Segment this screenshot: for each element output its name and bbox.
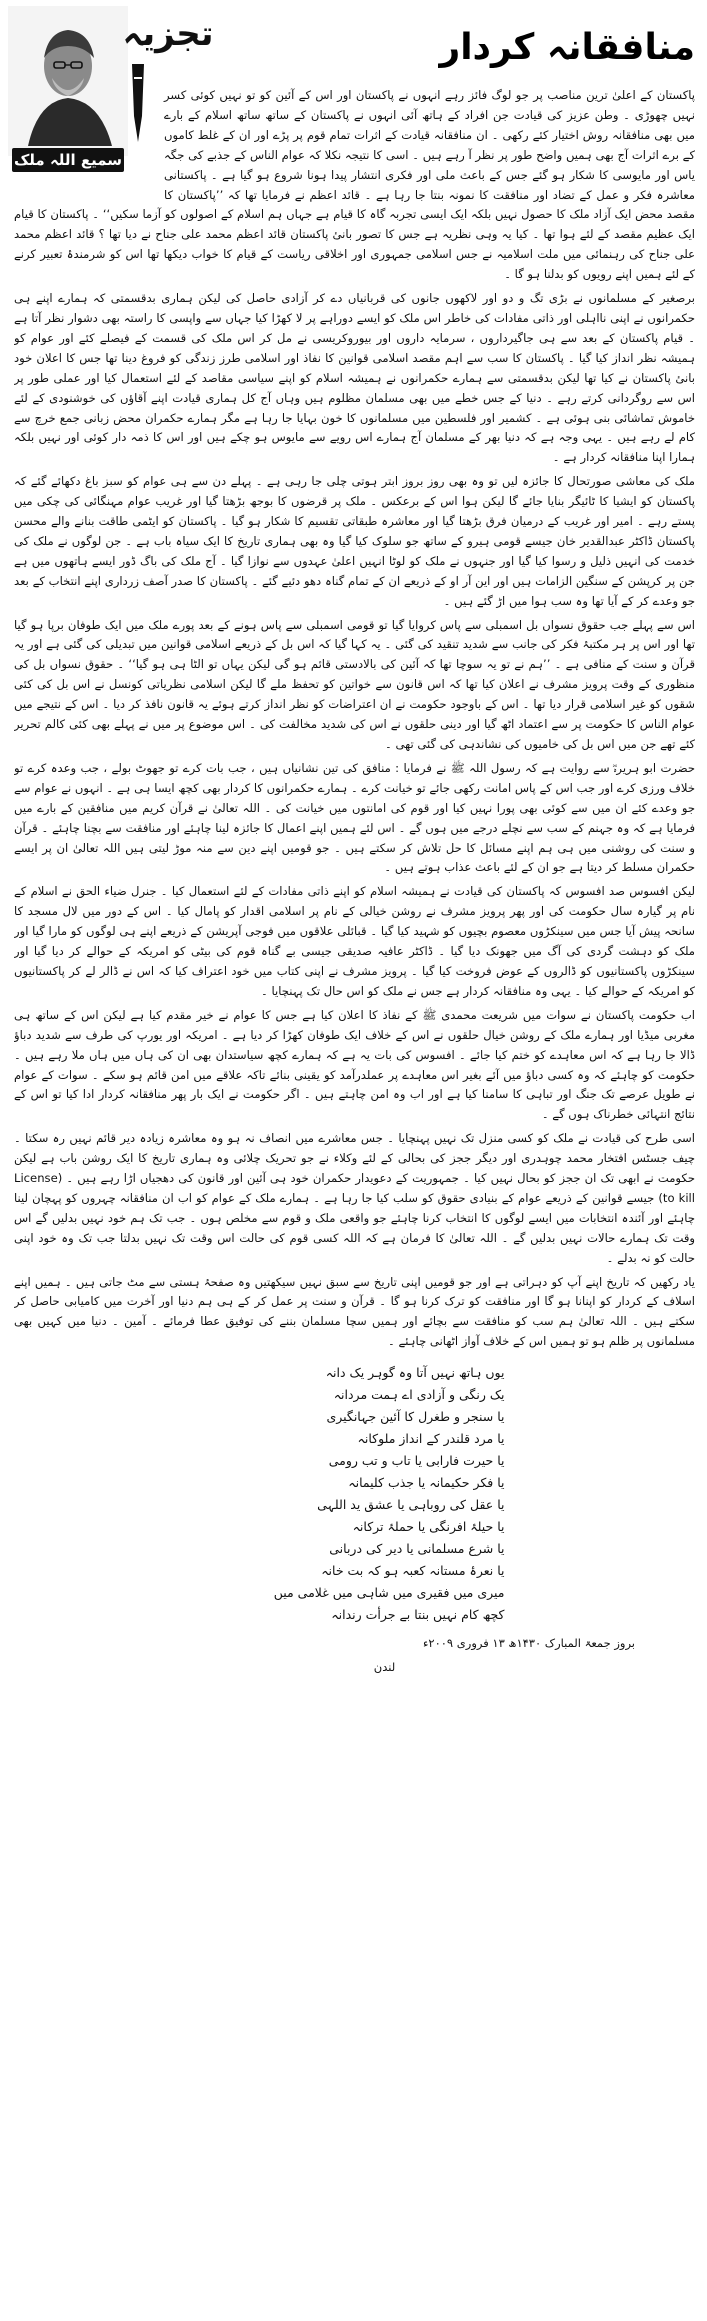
dateline: بروز جمعۃ المبارک ۱۴۳۰ھ ۱۳ فروری ۲۰۰۹ء [422, 1636, 635, 1651]
poem-line: یوں ہاتھ نہیں آتا وہ گوہر یک دانہ [325, 1365, 505, 1381]
poem-line: یا فکر حکیمانہ یا جذب کلیمانہ [348, 1475, 505, 1491]
poem-line: یا مرد قلندر کے انداز ملوکانہ [357, 1431, 505, 1447]
paragraph: ملک کی معاشی صورتحال کا جائزہ لیں تو وہ بھی روز بروز ابتر ہوتی چلی جا رہی ہے ۔ پہلے دن سے ہی عوام کو سبز باغ دکھائے گئے کہ پاکستان کو ایشیا کا ٹائیگر بنایا جائے گا لیکن ہوا اس کے برعکس ۔ ملک پر قرضوں کا بوجھ بڑھتا گیا اور غریب عوام مہنگائی کی چکی میں پستے رہے ۔ امیر اور غریب کے درمیان فرق بڑھتا گیا اور معاشرہ طبقاتی تقسیم کا شکار ہو گیا ۔ پاکستان کو ایٹمی طاقت بنانے والے محسن پاکستان ڈاکٹر عبدالقدیر خان جیسے قومی ہیرو کے ساتھ جو سلوک کیا گیا وہ بھی ہماری تاریخ کا ایک سیاہ باب ہے ۔ جن لوگوں نے ملک کی خدمت کی انہیں ذلیل و رسوا کیا گیا اور جنہوں نے ملک کو لوٹا انہیں اعلیٰ عہدوں سے نوازا گیا ۔ آج ملک کی باگ ڈور ایسے ہاتھوں میں ہے جن پر کرپشن کے سنگین الزامات ہیں اور این آر او کے ذریعے ان کے تمام گناہ دھو دئیے گئے ۔ پاکستان کا صدر آصف زرداری اپنے انتخاب کے بعد جو وعدے کر کے آیا تھا وہ سب ہوا میں اڑ گئے ہیں ۔ [14, 474, 695, 608]
paragraph: اس سے پہلے جب حقوق نسواں بل اسمبلی سے پاس کروایا گیا تو قومی اسمبلی سے پاس ہونے کے بعد پورے ملک میں ایک طوفان برپا ہو گیا تھا اور اس پر ہر مکتبۂ فکر کی جانب سے شدید تنقید کی گئی ۔ یہ کہا گیا کہ اس بل کے ذریعے اسلامی قوانین میں تبدیلی کی گئی ہے اور یہ قرآن و سنت کے منافی ہے ۔ ’’ہم نے تو یہ سوچا تھا کہ آئین کی بالادستی قائم ہو گی لیکن یہاں تو الٹا ہی ہو گیا‘‘ ۔ حقوق نسواں بل کی منظوری کے وقت پرویز مشرف نے اعلان کیا تھا کہ اس قانون سے خواتین کو تحفظ ملے گا لیکن اسلامی نظریاتی کونسل نے اس بل کی کئی شقوں کو غیر اسلامی قرار دیا تھا ۔ اس کے باوجود حکومت نے ان اعتراضات کو نظر انداز کرتے ہوئے یہ قانون نافذ کر دیا ۔ اس کے نتیجے میں عوام الناس کا حکومت پر سے اعتماد اٹھ گیا اور دینی حلقوں نے اس کی شدید مخالفت کی ۔ اس موضوع پر میں نے پہلے بھی کئی کالم تحریر کئے تھے جن میں اس بل کی خامیوں کی نشاندہی کی گئی تھی ۔ [14, 617, 695, 751]
paragraph: اب حکومت پاکستان نے سوات میں شریعت محمدی ﷺ کے نفاذ کا اعلان کیا ہے جس کا عوام نے خیر مقدم کیا ہے لیکن اس کے ساتھ ہی مغربی میڈیا اور ہمارے ملک کے روشن خیال حلقوں نے اس کے خلاف ایک طوفان کھڑا کر دیا ہے ۔ امریکہ اور یورپ کی طرف سے شدید دباؤ ڈالا جا رہا ہے کہ اس معاہدے کو ختم کیا جائے ۔ افسوس کی بات یہ ہے کہ ہمارے کچھ سیاستدان بھی ان کی ہاں میں ہاں ملا رہے ہیں ۔ حکومت کو چاہئے کہ وہ کسی دباؤ میں آئے بغیر اس معاہدے پر عملدرآمد کو یقینی بنائے تاکہ علاقے میں امن قائم ہو سکے ۔ سوات کے عوام نے طویل عرصے تک جنگ اور تباہی کا سامنا کیا ہے اور اب وہ امن چاہتے ہیں ۔ اگر حکومت نے ایک بار پھر منافقانہ کردار ادا کیا تو اس کے نتائج انتہائی خطرناک ہوں گے ۔ [14, 1007, 695, 1122]
poem-line: یا سنجر و طغرل کا آئین جہانگیری [326, 1409, 505, 1425]
section-logo: تجزیہ [122, 14, 214, 54]
article-body [14, 86, 695, 2256]
paragraph: اسی طرح کی قیادت نے ملک کو کسی منزل تک نہیں پہنچایا ۔ جس معاشرے میں انصاف نہ ہو وہ معاشرہ زیادہ دیر قائم نہیں رہ سکتا ۔ چیف جسٹس افتخار محمد چوہدری اور دیگر ججز کی بحالی کے لئے وکلاء نے جو تحریک چلائی وہ ہماری تاریخ کا ایک روشن باب ہے لیکن حکومت نے ابھی تک ان ججز کو بحال نہیں کیا ۔ جمہوریت کے دعویدار حکمران خود ہی آئین اور قانون کی دھجیاں اڑا رہے ہیں ۔ (License to kill) جیسے قوانین کے ذریعے عوام کے بنیادی حقوق کو سلب کیا جا رہا ہے ۔ ہمارے ملک کے عوام کو اب ان منافقانہ چہروں کو پہچان لینا چاہئے اور آئندہ انتخابات میں ایسے لوگوں کا انتخاب کرنا چاہئے جو واقعی ملک و قوم سے مخلص ہوں ۔ جب تک ہم خود نہیں بدلیں گے اس وقت تک ہمارے حالات نہیں بدلیں گے ۔ اللہ تعالیٰ کا فرمان ہے کہ اللہ کسی قوم کی حالت اس وقت تک نہیں بدلتا جب تک وہ خود اپنی حالت کو نہ بدلے ۔ [14, 1131, 695, 1265]
paragraph: پاکستان کے اعلیٰ ترین مناصب پر جو لوگ فائز رہے انہوں نے پاکستان اور اس کے آئین کو تو نہیں کوئی کسر نہیں چھوڑی ۔ وطن عزیز کی قیادت جن افراد کے ہاتھ آئی انہوں نے پاکستان کے ساتھ ساتھ اسلام کے بارے میں بھی منافقانہ روش اختیار کئے رکھی ۔ ان منافقانہ قیادت کے اثرات تمام قوم پر پڑے اور ان کے غلط کاموں کے برے اثرات آج بھی ہمیں واضح طور پر نظر آ رہے ہیں ۔ اسی کا نتیجہ نکلا کہ عوام الناس کے جذبے کی جگہ یاس اور مایوسی کا شکار ہو گئے جس کے باعث ملی اور فکری انتشار پیدا ہونا شروع ہو گیا ہے ۔ پاکستانی معاشرہ فکر و عمل کے تضاد اور منافقت کا نمونہ بنتا جا رہا ہے ۔ قائد اعظم نے فرمایا تھا کہ ’’پاکستان کا مقصد محض ایک آزاد ملک کا حصول نہیں بلکہ ایک ایسی تجربہ گاہ کا قیام ہے جہاں ہم اسلام کے اصولوں کو آزما سکیں‘‘ ۔ پاکستان کا قیام ایک عظیم مقصد کے لئے ہوا تھا ۔ کیا یہ وہی نظریہ ہے جس کا تصور بانیٔ پاکستان قائد اعظم محمد علی جناح نے دیا تھا ؟ قائد اعظم محمد علی جناح کی رہنمائی میں ملت اسلامیہ نے جس اسلامی جمہوری اور اخلاقی ریاست کے قیام کا خواب دیکھا تھا اس کو شرمندۂ تعبیر کرنے کے لئے ہمیں اپنے رویوں کو بدلنا ہو گا ۔ [14, 88, 695, 282]
poem-line: میری میں فقیری میں شاہی میں غلامی میں [273, 1585, 505, 1601]
poem-line: یا حیرت فارابی یا تاب و تب رومی [328, 1453, 505, 1469]
poem-line: یا شرع مسلمانی یا دیر کی دربانی [329, 1541, 505, 1557]
photo-spacer [14, 86, 164, 186]
page-title: منافقانہ کردار [439, 27, 695, 68]
poem-line: یا عقل کی روباہی یا عشق ید اللہی [317, 1497, 505, 1513]
city: لندن [373, 1660, 396, 1675]
poem-line: یا حیلۂ افرنگی یا حملۂ ترکانہ [352, 1519, 505, 1535]
poem-line: کچھ کام نہیں بنتا بے جرأت رندانہ [331, 1607, 505, 1623]
paragraph: برصغیر کے مسلمانوں نے بڑی تگ و دو اور لاکھوں جانوں کی قربانیاں دے کر آزادی حاصل کی لیکن ہماری بدقسمتی کہ ہمارے اپنے ہی حکمرانوں نے اپنی نااہلی اور ذاتی مفادات کی خاطر اس ملک کو ایسے دوراہے پر لا کھڑا کیا جہاں سے واپسی کا راستہ بھی دشوار نظر آتا ہے ۔ قیام پاکستان کے بعد سے ہی جاگیرداروں ، سرمایہ داروں اور بیوروکریسی نے مل کر اس ملک کی قسمت کے فیصلے کئے اور عوام کو ہمیشہ نظر انداز کیا گیا ۔ پاکستان کا سب سے اہم مقصد اسلامی قوانین کا نفاذ اور اسلامی طرز زندگی کو فروغ دینا تھا جس کا اعلان خود بانیٔ پاکستان نے کیا تھا لیکن بدقسمتی سے ہمارے حکمرانوں نے ہمیشہ اسلام کو اپنے سیاسی مقاصد کے لئے استعمال کیا اور عملی طور پر اس سے روگردانی کرتے رہے ۔ دنیا کے جس خطے میں بھی مسلمان مظلوم ہیں وہاں آج کل ہماری قیادت اپنے آقاؤں کی خوشنودی کے لئے خاموش تماشائی بنی ہوئی ہے ۔ کشمیر اور فلسطین میں مسلمانوں کا خون بہایا جا رہا ہے مگر ہمارے حکمران محض زبانی جمع خرچ سے کام لے رہے ہیں ۔ یہی وجہ ہے کہ دنیا بھر کے مسلمان آج ہمارے اس رویے سے مایوس ہو چکے ہیں اور اس کا ذمہ دار کوئی اور نہیں بلکہ ہمارا اپنا منافقانہ کردار ہے ۔ [14, 291, 695, 465]
author-name: سمیع اللہ ملک [12, 148, 124, 172]
poem-line: یک رنگی و آزادی اے ہمت مردانہ [333, 1387, 505, 1403]
paragraph: حضرت ابو ہریرہؓ سے روایت ہے کہ رسول اللہ ﷺ نے فرمایا : منافق کی تین نشانیاں ہیں ، جب بات کرے تو جھوٹ بولے ، جب وعدہ کرے تو خلاف ورزی کرے اور جب اس کے پاس امانت رکھی جائے تو خیانت کرے ۔ ہمارے حکمرانوں کا کردار بھی کچھ ایسا ہی ہے ۔ انہوں نے عوام سے جو وعدے کئے ان میں سے کوئی بھی پورا نہیں کیا اور قوم کی امانتوں میں خیانت کی ۔ اللہ تعالیٰ نے قرآن کریم میں منافقین کے بارے میں فرمایا ہے کہ وہ جہنم کے سب سے نچلے درجے میں ہوں گے ۔ اس لئے ہمیں اپنے اعمال کا جائزہ لینا چاہئے اور منافقت سے بچنا چاہئے ۔ قرآن و سنت کی روشنی میں ہی ہم اپنے مسائل کا حل تلاش کر سکتے ہیں ۔ جو قومیں اپنے دین سے منہ موڑ لیتی ہیں اللہ تعالیٰ ان پر ایسے حکمران مسلط کر دیتا ہے جو ان کے لئے باعث عذاب ہوتے ہیں ۔ [14, 760, 695, 875]
poem-line: یا نعرۂ مستانہ کعبہ ہو کہ بت خانہ [321, 1563, 505, 1579]
paragraph: لیکن افسوس صد افسوس کہ پاکستان کی قیادت نے ہمیشہ اسلام کو اپنے ذاتی مفادات کے لئے استعمال کیا ۔ جنرل ضیاء الحق نے اسلام کے نام پر گیارہ سال حکومت کی اور پھر پرویز مشرف نے روشن خیالی کے نام پر اسلامی اقدار کو پامال کیا ۔ اس کے دور میں لال مسجد کا سانحہ پیش آیا جس میں سینکڑوں معصوم بچیوں کو شہید کیا گیا ۔ قبائلی علاقوں میں فوجی آپریشن کے ذریعے اپنے ہی لوگوں کو مارا گیا اور ملک کو دہشت گردی کی آگ میں جھونک دیا گیا ۔ ڈاکٹر عافیہ صدیقی جیسی بے گناہ قوم کی بیٹی کو امریکہ کے حوالے کر دیا گیا اور سینکڑوں پاکستانیوں کو ڈالروں کے عوض فروخت کیا گیا ۔ پرویز مشرف نے اپنی کتاب میں خود اعتراف کیا کہ اس نے ڈالر لے کر پاکستانیوں کو امریکہ کے حوالے کیا ۔ یہی وہ منافقانہ کردار ہے جس نے ملک کو اس حال تک پہنچایا ۔ [14, 884, 695, 998]
poem [205, 1362, 505, 1626]
paragraph: یاد رکھیں کہ تاریخ اپنے آپ کو دہراتی ہے اور جو قومیں اپنی تاریخ سے سبق نہیں سیکھتیں وہ صفحۂ ہستی سے مٹ جاتی ہیں ۔ ہمیں اپنے اسلاف کے کردار کو اپنانا ہو گا اور منافقت کو ترک کرنا ہو گا ۔ قرآن و سنت پر عمل کر کے ہی ہم دنیا اور آخرت میں کامیابی حاصل کر سکتے ہیں ۔ اللہ تعالیٰ ہم سب کو منافقت سے بچائے اور ہمیں سچا مسلمان بننے کی توفیق عطا فرمائے ۔ آمین ۔ دنیا میں کہیں بھی مسلمانوں پر ظلم ہو تو ہمیں اس کے خلاف آواز اٹھانی چاہئے ۔ [14, 1274, 695, 1349]
